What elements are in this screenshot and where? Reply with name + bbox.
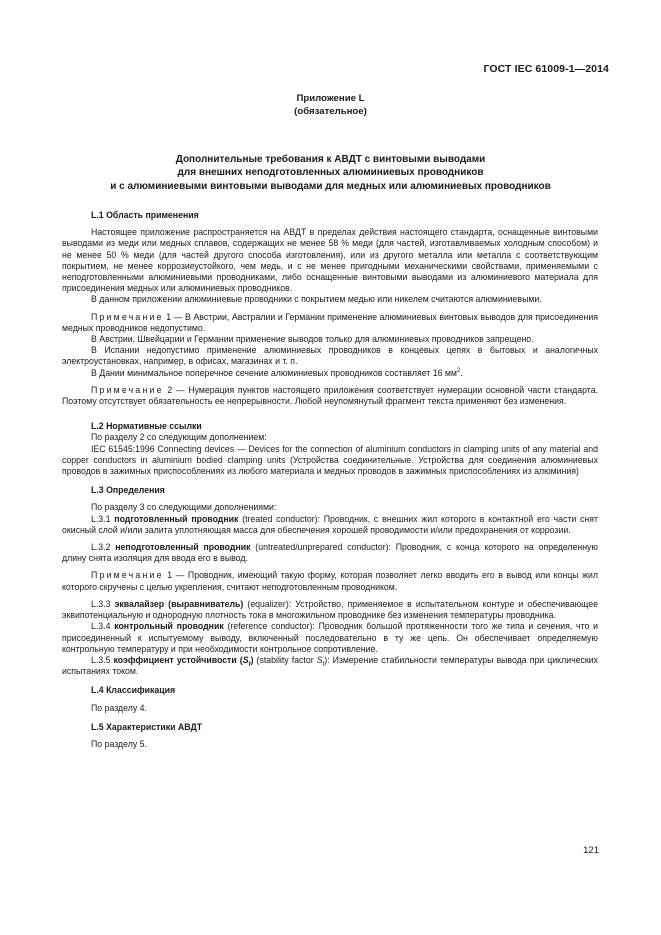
paragraph-l2-reference: IEC 61545:1996 Connecting devices — Devices for the connection of aluminium conductors in clamping units of any material and copper conductors in aluminium bodied clamping units (Устройства соединительные. Устройства для соединения алюминиевых проводов в зажимных приспособлениях из любого материала и медных проводов в зажимных приспособлениях из алюминия) (62, 443, 598, 477)
definition-term: неподготовленный проводник (115, 542, 251, 553)
note-label: Примечание (91, 311, 164, 322)
note-l3-1 (62, 570, 598, 592)
note-l1-2 (62, 385, 598, 407)
definition-term: контрольный проводник (114, 621, 224, 632)
note-text: 1 — В Австрии, Австралии и Германии применение алюминиевых винтовых выводов для присоединения медных проводников недопустимо. (62, 311, 598, 333)
paragraph-l2-intro: По разделу 2 со следующим дополнением: (91, 432, 267, 443)
section-heading-l5: L.5 Характеристики АВДТ (91, 721, 203, 732)
main-title-line-3: и с алюминиевыми винтовыми выводами для медных или алюминиевых проводников (110, 180, 551, 192)
paragraph-l1-scope: Настоящее приложение распространяется на АВДТ в пределах действия настоящего стандарта, оснащенные винтовыми выводами из меди или медных сплавов, содержащих не менее 58 % меди (для частей, изготавливаемых холодным способом) и не менее 50 % меди (для частей другого способа изготовления), или из другого металла или металла с соответствующим покрытием, не менее коррозиеустойкого, чем медь, и с не менее пригодными механическими свойствами, применяемыми с неподготовленными алюминиевыми проводниками, либо оснащенные винтовыми выводами из алюминиевого материала для присоединения медных или алюминиевых проводников. (62, 227, 598, 294)
page-number: 121 (583, 845, 599, 856)
paragraph-l3-intro: По разделу 3 со следующими дополнениями: (91, 502, 277, 513)
main-title-line-2: для внешних неподготовленных алюминиевых проводников (177, 167, 484, 179)
paragraph-l1-austria: В Австрии, Швейцарии и Германии применение выводов только для алюминиевых проводников запрещено. (91, 334, 534, 345)
document-body (62, 210, 598, 750)
definition-l3-1: L.3.1 подготовленный проводник (treated conductor): Проводник, с внешних жил которого в контактной его части снят окисный слой и/или залита уплотняющая масса для обеспечения хорошей проводимости и/или предохранения от коррозии. (62, 513, 598, 535)
note-label: Примечание (91, 570, 164, 581)
appendix-status: (обязательное) (294, 106, 367, 117)
definition-l3-4: L.3.4 контрольный проводник (reference conductor): Проводник большой протяженности того же типа и сечения, что и присоединенный к испытуемому выводу, включенный последовательно в ту же цепь. Он обеспечивает определяемую контрольную температуру и при необходимости контрольное сопротивление. (62, 621, 598, 654)
note-text: 1 — Проводник, имеющий такую форму, которая позволяет легко вводить его в вывод или концы жил которого скручены с целью укрепления, считают неподготовленным проводником. (62, 570, 598, 592)
definition-term: подготовленный проводник (114, 513, 239, 524)
appendix-title: Приложение L (296, 93, 365, 104)
appendix-heading (0, 92, 661, 118)
main-title-line-1: Дополнительные требования к АВДТ с винтовыми выводами (175, 154, 486, 165)
paragraph-l1-coated: В данном приложении алюминиевые проводники с покрытием медью или никелем считаются алюминиевыми. (91, 294, 542, 305)
note-label: Примечание (91, 384, 164, 395)
definition-term: эквалайзер (выравниватель) (114, 598, 244, 609)
definition-l3-5: L.3.5 коэффициент устойчивости $(S_f)$ (stability factor $S_f$): Измерение стабильности температуры вывода при циклических испытаниях током. (62, 654, 598, 677)
paragraph-l4: По разделу 4. (91, 702, 147, 713)
section-heading-l1: L.1 Область применения (91, 210, 199, 220)
section-heading-l3: L.3 Определения (91, 485, 165, 496)
standard-designation: ГОСТ IEC 61009-1—2014 (483, 63, 609, 75)
note-text: 2 — Нумерация пунктов настоящего приложения соответствует нумерации основной части стандарта. Поэтому отсутствует обязательность ее непрерывности. Любой неупомянутый фрагмент текста применяют без изменения. (62, 384, 598, 407)
definition-l3-3: L.3.3 эквалайзер (выравниватель) (equalizer): Устройство, применяемое в испытательном контуре и обеспечивающее эквипотенциальную и однородную плотность тока в многожильном проводнике без изменения температуры проводника. (62, 598, 598, 621)
definition-term: коэффициент устойчивости $(S_f)$ (113, 654, 254, 668)
section-heading-l2: L.2 Нормативные ссылки (91, 421, 202, 432)
definition-l3-2: L.3.2 неподготовленный проводник (untreated/unprepared conductor): Проводник, с конца которого на определенную длину снята изоляция для ввода его в вывод. (62, 542, 598, 564)
paragraph-l5: По разделу 5. (91, 738, 147, 749)
main-title (0, 153, 661, 193)
paragraph-l1-denmark: В Дании минимальное поперечное сечение алюминиевых проводников составляет 16 $мм^2$. (91, 367, 463, 378)
paragraph-l1-spain: В Испании недопустимо применение алюминиевых проводников в концевых цепях в бытовых и аналогичных электроустановках, например, в офисах, магазинах и т. п. (62, 345, 598, 367)
note-l1-1 (62, 312, 598, 334)
section-heading-l4: L.4 Классификация (91, 685, 176, 696)
